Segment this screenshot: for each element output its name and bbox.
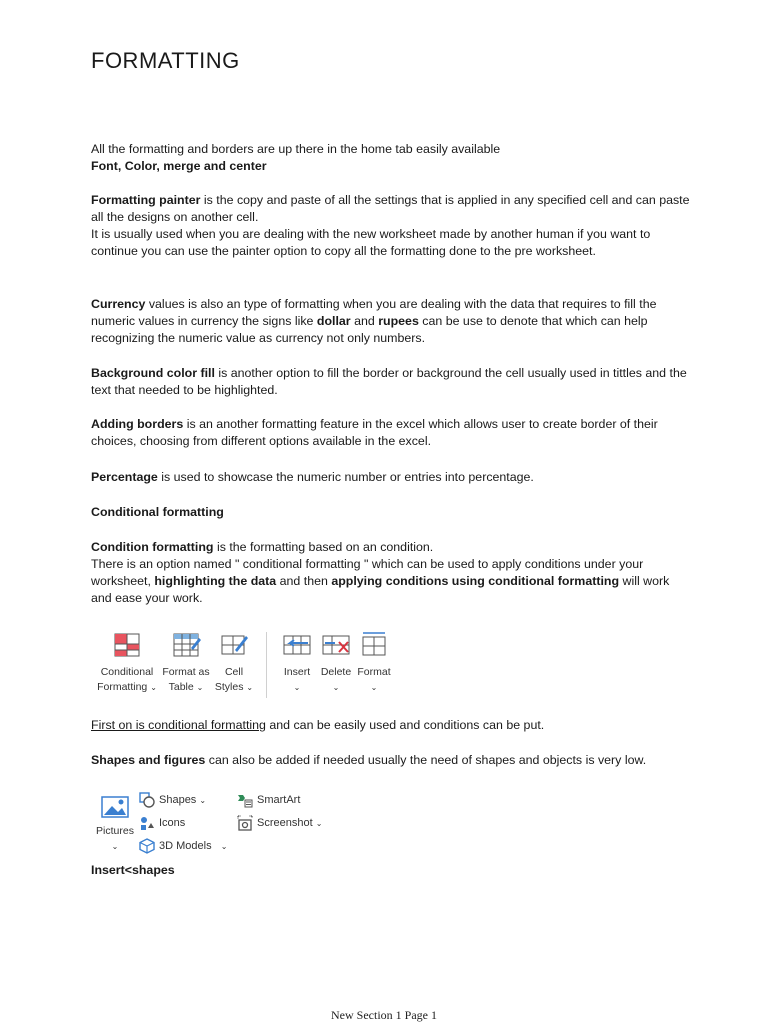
chevron-down-icon: ⌄ (196, 683, 204, 692)
smartart-icon (237, 792, 253, 808)
delete-cells-icon (321, 632, 351, 658)
pictures-button[interactable] (94, 794, 136, 854)
condition-text: is the formatting based on an condition. (213, 540, 434, 554)
intro-line: All the formatting and borders are up there in the home tab easily available (91, 142, 501, 156)
borders-paragraph (91, 416, 691, 450)
percentage-term: Percentage (91, 470, 158, 484)
highlighting-phrase: highlighting the data (154, 574, 277, 588)
page-title: FORMATTING (91, 48, 240, 73)
icons-icon (139, 815, 155, 831)
chevron-down-icon: ⌄ (199, 795, 207, 805)
chevron-down-icon: ⌄ (315, 818, 323, 828)
chevron-down-icon: ⌄ (293, 683, 301, 692)
insert-caption (91, 862, 691, 879)
condition-mid: and then (276, 574, 332, 588)
insert-caption-text: Insert<shapes (91, 863, 175, 877)
cell-styles-button[interactable] (212, 632, 256, 698)
conditional-formatting-button[interactable] (94, 632, 160, 698)
chevron-down-icon: ⌄ (332, 683, 340, 692)
chevron-down-icon: ⌄ (220, 841, 228, 851)
condition-paragraph (91, 539, 691, 607)
picture-icon (100, 794, 130, 820)
painter-term: Formatting painter (91, 193, 201, 207)
smartart-button[interactable] (237, 792, 300, 808)
styles-cells-ribbon (94, 632, 393, 698)
chevron-down-icon: ⌄ (150, 683, 157, 692)
shapes-paragraph (91, 752, 691, 769)
format-as-table-icon (171, 632, 201, 658)
format-table-label-1: Format as (162, 666, 210, 678)
background-paragraph (91, 365, 691, 399)
condition-text-2: There is an option named " conditional formatting " which can be used to apply conditions under your worksheet, (91, 557, 644, 588)
condition-end: will work and ease your work. (91, 574, 670, 605)
screenshot-label: Screenshot (257, 817, 313, 829)
painter-paragraph (91, 192, 691, 260)
currency-term: Currency (91, 297, 146, 311)
shapes-term: Shapes and figures (91, 753, 206, 767)
screenshot-icon (237, 815, 253, 831)
chevron-down-icon: ⌄ (246, 683, 254, 692)
conditional-label-2: Formatting (97, 681, 148, 693)
3d-models-button[interactable] (139, 838, 227, 854)
intro-bold-line: Font, Color, merge and center (91, 159, 267, 173)
first-on-paragraph (91, 717, 691, 734)
screenshot-button[interactable] (237, 815, 322, 831)
delete-cells-button[interactable] (317, 632, 355, 698)
shapes-icon (139, 792, 155, 808)
icons-label: Icons (159, 817, 186, 829)
insert-label: Insert (283, 666, 311, 678)
cell-styles-label-1: Cell (224, 666, 244, 678)
format-cells-icon (359, 632, 389, 658)
background-text: is another option to fill the border or background the cell usually used in tittles and the text that needed to be highlighted. (91, 366, 687, 397)
percentage-text: is used to showcase the numeric number or entries into percentage. (157, 470, 534, 484)
smartart-label: SmartArt (257, 794, 301, 806)
painter-text-2: It is usually used when you are dealing with the new worksheet made by another human if you want to continue you can use the painter option to copy all the formatting done to the pre worksheet. (91, 227, 651, 258)
painter-text: is the copy and paste of all the settings that is applied in any specified cell and can paste all the designs on another cell. (91, 193, 690, 224)
first-on-underlined: First on is conditional formatting (91, 718, 266, 732)
shapes-text: can also be added if needed usually the need of shapes and objects is very low. (205, 753, 647, 767)
chevron-down-icon: ⌄ (111, 842, 119, 851)
shapes-button[interactable] (139, 792, 206, 808)
ribbon-divider (266, 632, 267, 698)
conditional-label-1: Conditional (100, 666, 154, 678)
pictures-label: Pictures (96, 825, 134, 837)
conditional-heading (91, 504, 691, 521)
3d-models-label: 3D Models (159, 840, 212, 852)
format-cells-button[interactable] (355, 632, 393, 698)
insert-cells-icon (282, 632, 312, 658)
currency-text: values is also an type of formatting when you are dealing with the data that requires to fill the numeric values in currency the signs like (91, 297, 657, 328)
applying-phrase: applying conditions using conditional formatting (331, 574, 620, 588)
icons-button[interactable] (139, 815, 185, 831)
intro-paragraph (91, 141, 691, 175)
borders-term: Adding borders (91, 417, 184, 431)
conditional-formatting-icon (112, 632, 142, 658)
format-table-label-2: Table (168, 681, 194, 693)
condition-term: Condition formatting (91, 540, 214, 554)
borders-text: is an another formatting feature in the excel which allows user to create border of their choices, choosing from different options available in the excel. (91, 417, 658, 448)
page-footer: New Section 1 Page 1 (331, 1008, 437, 1022)
rupees-word: rupees (378, 314, 419, 328)
format-label: Format (357, 666, 391, 678)
conditional-heading-text: Conditional formatting (91, 505, 224, 519)
format-as-table-button[interactable] (160, 632, 212, 698)
insert-cells-button[interactable] (277, 632, 317, 698)
first-on-text: and can be easily used and conditions can be put. (265, 718, 545, 732)
cube-icon (139, 838, 155, 854)
percentage-paragraph (91, 469, 691, 486)
chevron-down-icon: ⌄ (370, 683, 378, 692)
currency-paragraph (91, 296, 691, 347)
and-word: and (350, 314, 379, 328)
currency-text-2: can be use to denote that which can help recognizing the numeric value as currency not only numbers. (91, 314, 648, 345)
background-term: Background color fill (91, 366, 215, 380)
dollar-word: dollar (316, 314, 351, 328)
shapes-label: Shapes (159, 794, 197, 806)
cell-styles-label-2: Styles (214, 681, 244, 693)
delete-label: Delete (320, 666, 352, 678)
cell-styles-icon (219, 632, 249, 658)
